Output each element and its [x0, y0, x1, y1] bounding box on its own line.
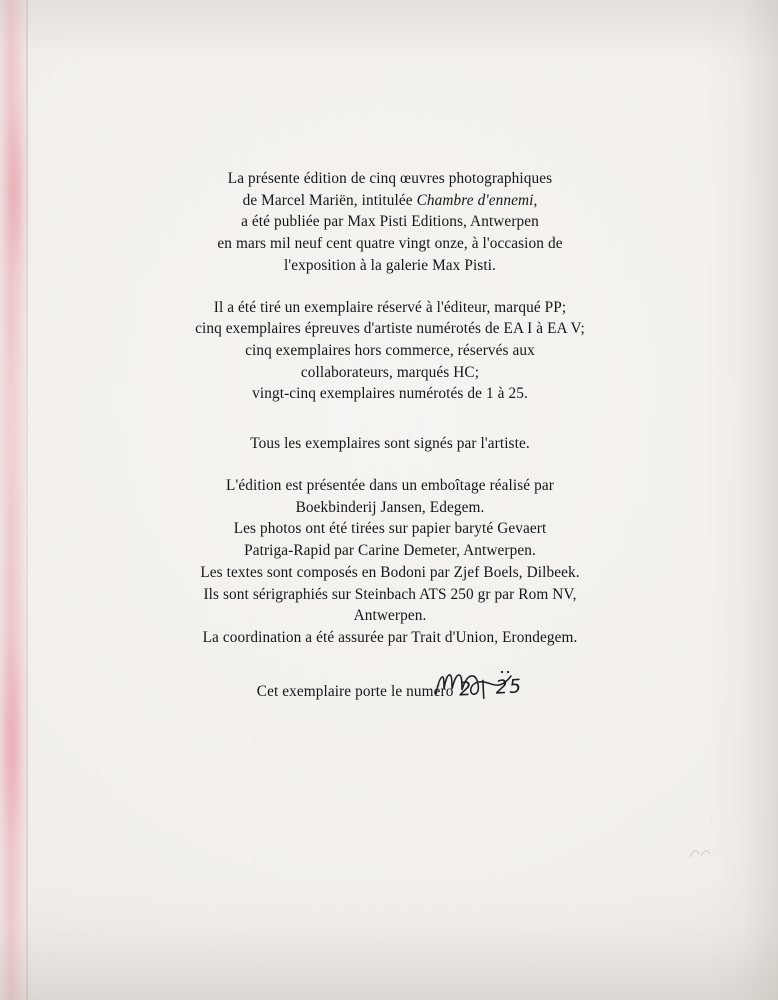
paragraph-signed-statement [130, 433, 650, 455]
colophon-line: Antwerpen. [353, 607, 427, 625]
artist-signature-icon [430, 664, 550, 704]
colophon-line: l'exposition à la galerie Max Pisti. [284, 256, 496, 274]
paragraph-copy-number [130, 677, 650, 704]
colophon-line: en mars mil neuf cent quatre vingt onze, à l'occasion de [217, 235, 563, 253]
copy-number-label: Cet exemplaire porte le numéro [256, 682, 454, 700]
colophon-line: L'édition est présentée dans un emboîtage réalisé par [226, 476, 554, 494]
colophon-line: cinq exemplaires épreuves d'artiste numérotés de EA I à EA V; [195, 320, 585, 338]
handwritten-copy-number: 2 | 25 [458, 675, 524, 701]
colophon-line: Ils sont sérigraphiés sur Steinbach ATS 250 gr par Rom NV, [203, 585, 577, 603]
colophon-line: La coordination a été assurée par Trait d'Union, Erondegem. [202, 628, 578, 646]
colophon-line: cinq exemplaires hors commerce, réservés aux [245, 342, 535, 360]
paragraph-print-run [130, 297, 650, 406]
colophon-line: Les photos ont été tirées sur papier baryté Gevaert [233, 520, 547, 538]
colophon-line: a été publiée par Max Pisti Editions, Antwerpen [241, 213, 539, 231]
colophon-line-text: de Marcel Mariën, intitulée [242, 191, 417, 209]
paragraph-edition-statement [130, 168, 650, 277]
colophon-line: collaborateurs, marqués HC; [300, 363, 480, 381]
colophon-line: Il a été tiré un exemplaire réservé à l'éditeur, marqué PP; [213, 298, 567, 316]
faint-plate-mark-icon [688, 846, 714, 860]
colophon-line: Tous les exemplaires sont signés par l'artiste. [250, 435, 530, 453]
colophon-line-with-title [130, 190, 650, 212]
work-title: Chambre d'ennemi, [416, 191, 538, 209]
colophon-line: Boekbinderij Jansen, Edegem. [295, 498, 485, 516]
paragraph-production-credits [130, 475, 650, 649]
colophon-line: vingt-cinq exemplaires numérotés de 1 à 25. [252, 385, 528, 403]
colophon-line: Les textes sont composés en Bodoni par Zjef Boels, Dilbeek. [200, 563, 580, 581]
colophon-line: La présente édition de cinq œuvres photographiques [227, 170, 553, 187]
colophon-text-block [130, 168, 650, 704]
colophon-line: Patriga-Rapid par Carine Demeter, Antwerpen. [244, 542, 536, 560]
